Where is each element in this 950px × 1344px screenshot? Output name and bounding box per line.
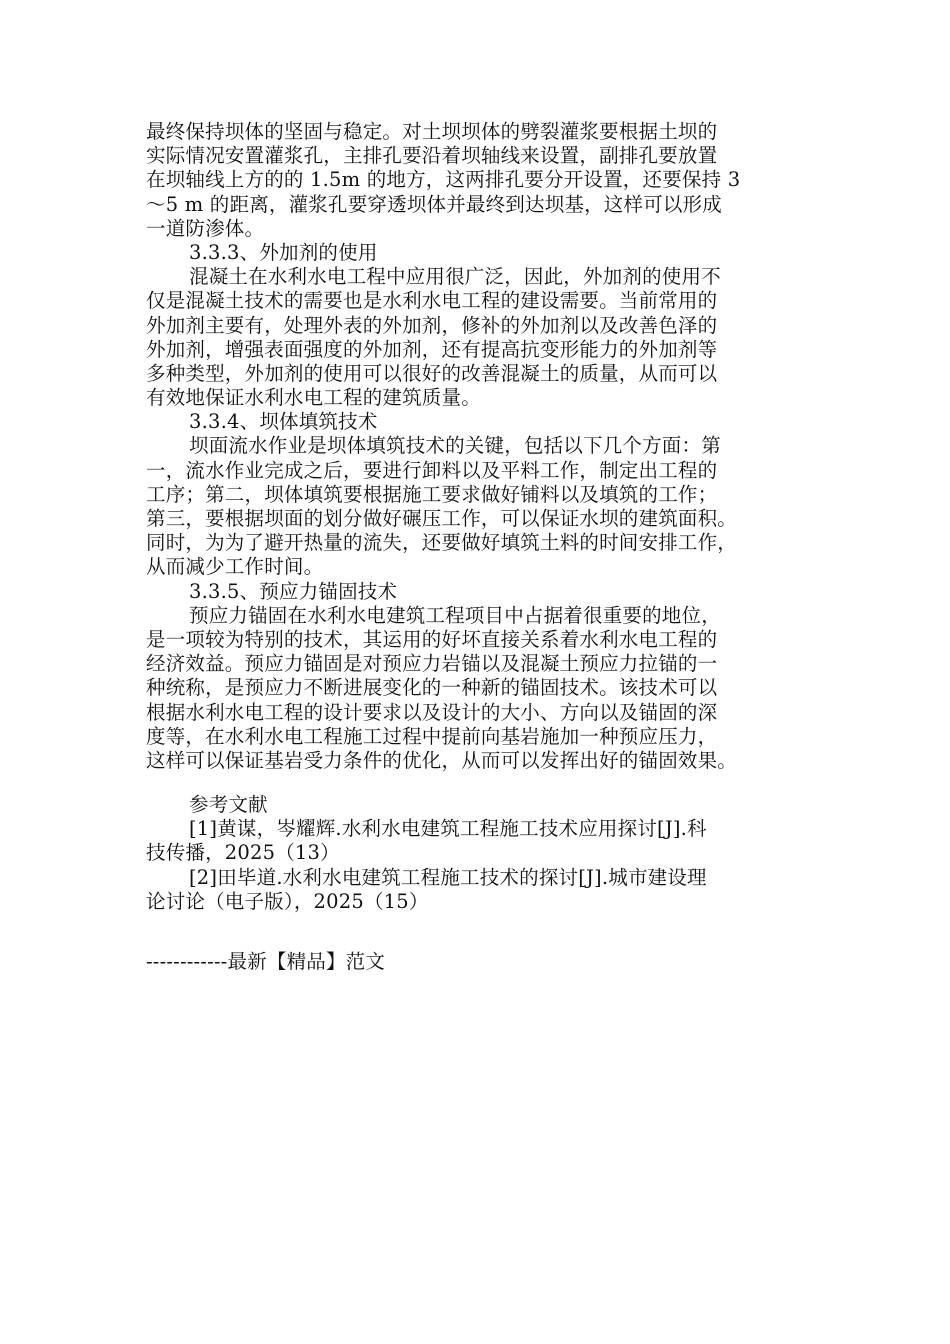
- paragraph-prestressed-anchoring: [146, 604, 806, 773]
- text-line: 论讨论（电子版），2025（15）: [146, 889, 429, 913]
- text-line: [2]田毕道.水利水电建筑工程施工技术的探讨[J].城市建设理: [189, 865, 707, 889]
- text-line: 外加剂，增强表面强度的外加剂，还有提高抗变形能力的外加剂等: [146, 337, 718, 361]
- text-line: 坝面流水作业是坝体填筑技术的关键，包括以下几个方面：第: [189, 434, 721, 458]
- spacer: [146, 914, 806, 950]
- text-line: 最终保持坝体的坚固与稳定。对土坝坝体的劈裂灌浆要根据土坝的: [146, 120, 718, 143]
- document-body: [146, 120, 806, 976]
- text-line: 同时，为为了避开热量的流失，还要做好填筑土料的时间安排工作，: [146, 531, 738, 555]
- reference-item-2: [146, 866, 806, 914]
- text-line: 在坝轴线上方的的 1.5m 的地方，这两排孔要分开设置，还要保持 3: [146, 168, 741, 192]
- text-line: 仅是混凝土技术的需要也是水利水电工程的建设需要。当前常用的: [146, 289, 718, 313]
- references-title: 参考文献: [189, 793, 268, 817]
- reference-item-1: [146, 817, 806, 865]
- text-line: 是一项较为特别的技术，其运用的好坏直接关系着水利水电工程的: [146, 627, 718, 651]
- text-line: 第三，要根据坝面的划分做好碾压工作，可以保证水坝的建筑面积。: [146, 507, 738, 530]
- text-line: 一道防渗体。: [146, 216, 265, 240]
- text-line: 经济效益。预应力锚固是对预应力岩锚以及混凝土预应力拉锚的一: [146, 652, 718, 676]
- text-line: 这样可以保证基岩受力条件的优化，从而可以发挥出好的锚固效果。: [146, 748, 738, 772]
- text-line: 度等，在水利水电工程施工过程中提前向基岩施加一种预应压力，: [146, 724, 718, 748]
- text-line: 有效地保证水利水电工程的建筑质量。: [146, 386, 481, 410]
- text-line: ～5 m 的距离，灌浆孔要穿透坝体并最终到达坝基，这样可以形成: [146, 192, 722, 216]
- footer-banner: ------------最新【精品】范文: [146, 950, 386, 973]
- spacer: [146, 773, 806, 793]
- section-heading-3-3-4: 3.3.4、坝体填筑技术: [189, 410, 378, 434]
- paragraph-admixture: [146, 265, 806, 410]
- text-line: [1]黄谋，岑耀辉.水利水电建筑工程施工技术应用探讨[J].科: [189, 817, 707, 841]
- text-line: 外加剂主要有，处理外表的外加剂，修补的外加剂以及改善色泽的: [146, 313, 718, 337]
- paragraph-dam-filling: [146, 434, 806, 579]
- text-line: 根据水利水电工程的设计要求以及设计的大小、方向以及锚固的深: [146, 700, 718, 724]
- text-line: 一，流水作业完成之后，要进行卸料以及平料工作，制定出工程的: [146, 458, 718, 482]
- text-line: 技传播，2025（13）: [146, 841, 340, 865]
- section-heading-3-3-5: 3.3.5、预应力锚固技术: [189, 579, 398, 603]
- text-line: 多种类型，外加剂的使用可以很好的改善混凝土的质量，从而可以: [146, 361, 718, 385]
- text-line: 混凝土在水利水电工程中应用很广泛，因此，外加剂的使用不: [189, 265, 721, 289]
- paragraph-grouting: [146, 120, 806, 241]
- text-line: 种统称，是预应力不断进展变化的一种新的锚固技术。该技术可以: [146, 676, 718, 700]
- text-line: 预应力锚固在水利水电建筑工程项目中占据着很重要的地位，: [189, 603, 721, 627]
- text-line: 从而减少工作时间。: [146, 555, 324, 579]
- text-line: 工序；第二，坝体填筑要根据施工要求做好铺料以及填筑的工作；: [146, 482, 718, 506]
- text-line: 实际情况安置灌浆孔，主排孔要沿着坝轴线来设置，副排孔要放置: [146, 144, 718, 168]
- section-heading-3-3-3: 3.3.3、外加剂的使用: [189, 240, 378, 264]
